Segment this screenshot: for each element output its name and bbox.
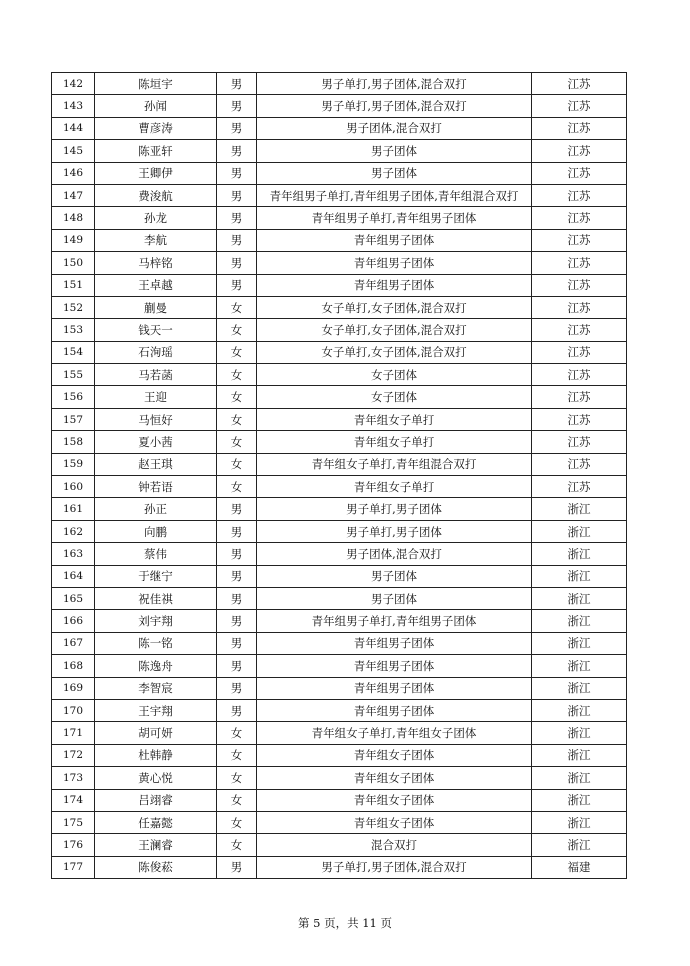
- cell-name: 任嘉懿: [95, 811, 217, 833]
- cell-gender: 女: [217, 364, 257, 386]
- cell-gender: 男: [217, 632, 257, 654]
- table-row: [52, 319, 627, 341]
- cell-events: 青年组男子团体: [257, 699, 532, 721]
- cell-region: 江苏: [532, 453, 627, 475]
- cell-region: 江苏: [532, 207, 627, 229]
- cell-region: 浙江: [532, 610, 627, 632]
- cell-gender: 女: [217, 431, 257, 453]
- cell-region: 浙江: [532, 632, 627, 654]
- cell-events: 女子单打,女子团体,混合双打: [257, 319, 532, 341]
- cell-gender: 男: [217, 162, 257, 184]
- cell-events: 青年组女子团体: [257, 789, 532, 811]
- cell-region: 江苏: [532, 117, 627, 139]
- cell-name: 王迎: [95, 386, 217, 408]
- table-row: [52, 722, 627, 744]
- table-row: [52, 229, 627, 251]
- cell-number: 153: [52, 319, 95, 341]
- cell-region: 江苏: [532, 184, 627, 206]
- cell-name: 钱天一: [95, 319, 217, 341]
- cell-region: 浙江: [532, 498, 627, 520]
- cell-name: 马若菡: [95, 364, 217, 386]
- cell-region: 浙江: [532, 565, 627, 587]
- cell-number: 155: [52, 364, 95, 386]
- cell-number: 156: [52, 386, 95, 408]
- cell-region: 江苏: [532, 431, 627, 453]
- cell-events: 青年组女子单打: [257, 431, 532, 453]
- table-row: [52, 341, 627, 363]
- table-row: [52, 610, 627, 632]
- page-number: 第 5 页，共 11 页: [297, 916, 393, 930]
- cell-events: 男子团体: [257, 565, 532, 587]
- cell-name: 马恒好: [95, 408, 217, 430]
- cell-region: 江苏: [532, 229, 627, 251]
- cell-region: 浙江: [532, 811, 627, 833]
- table-row: [52, 699, 627, 721]
- cell-number: 146: [52, 162, 95, 184]
- cell-number: 174: [52, 789, 95, 811]
- cell-events: 男子团体: [257, 140, 532, 162]
- table-row: [52, 73, 627, 95]
- table-row: [52, 117, 627, 139]
- cell-region: 江苏: [532, 408, 627, 430]
- cell-name: 费浚航: [95, 184, 217, 206]
- cell-gender: 男: [217, 184, 257, 206]
- cell-events: 青年组男子团体: [257, 252, 532, 274]
- cell-name: 王澜睿: [95, 834, 217, 856]
- cell-events: 男子团体,混合双打: [257, 117, 532, 139]
- table-row: [52, 520, 627, 542]
- cell-region: 浙江: [532, 677, 627, 699]
- cell-gender: 男: [217, 610, 257, 632]
- cell-number: 148: [52, 207, 95, 229]
- cell-number: 176: [52, 834, 95, 856]
- cell-gender: 男: [217, 565, 257, 587]
- cell-name: 钟若语: [95, 476, 217, 498]
- table-row: [52, 431, 627, 453]
- cell-number: 144: [52, 117, 95, 139]
- table-row: [52, 140, 627, 162]
- cell-events: 青年组男子单打,青年组男子团体: [257, 207, 532, 229]
- cell-region: 浙江: [532, 520, 627, 542]
- cell-number: 166: [52, 610, 95, 632]
- cell-events: 男子单打,男子团体: [257, 498, 532, 520]
- cell-events: 男子团体: [257, 587, 532, 609]
- cell-gender: 女: [217, 476, 257, 498]
- cell-name: 李智宸: [95, 677, 217, 699]
- cell-region: 江苏: [532, 162, 627, 184]
- cell-region: 浙江: [532, 722, 627, 744]
- cell-gender: 男: [217, 677, 257, 699]
- cell-name: 陈俊菘: [95, 856, 217, 878]
- cell-region: 浙江: [532, 587, 627, 609]
- table-row: [52, 565, 627, 587]
- cell-number: 150: [52, 252, 95, 274]
- cell-name: 于继宁: [95, 565, 217, 587]
- cell-region: 江苏: [532, 319, 627, 341]
- cell-number: 171: [52, 722, 95, 744]
- cell-gender: 男: [217, 655, 257, 677]
- table-row: [52, 767, 627, 789]
- cell-events: 青年组女子单打: [257, 476, 532, 498]
- table-row: [52, 587, 627, 609]
- cell-number: 168: [52, 655, 95, 677]
- table-row: [52, 453, 627, 475]
- cell-name: 陈垣宇: [95, 73, 217, 95]
- cell-region: 浙江: [532, 744, 627, 766]
- cell-events: 混合双打: [257, 834, 532, 856]
- cell-name: 孙闻: [95, 95, 217, 117]
- cell-number: 177: [52, 856, 95, 878]
- table-row: [52, 364, 627, 386]
- cell-number: 143: [52, 95, 95, 117]
- cell-number: 151: [52, 274, 95, 296]
- cell-gender: 女: [217, 319, 257, 341]
- cell-gender: 女: [217, 341, 257, 363]
- cell-region: 江苏: [532, 140, 627, 162]
- cell-name: 陈亚轩: [95, 140, 217, 162]
- cell-region: 浙江: [532, 655, 627, 677]
- cell-number: 147: [52, 184, 95, 206]
- table-row: [52, 677, 627, 699]
- table-row: [52, 856, 627, 878]
- cell-events: 女子单打,女子团体,混合双打: [257, 296, 532, 318]
- cell-events: 青年组女子单打,青年组女子团体: [257, 722, 532, 744]
- cell-region: 江苏: [532, 476, 627, 498]
- cell-gender: 女: [217, 744, 257, 766]
- cell-number: 164: [52, 565, 95, 587]
- table-row: [52, 274, 627, 296]
- cell-gender: 女: [217, 386, 257, 408]
- cell-number: 162: [52, 520, 95, 542]
- cell-name: 胡可妍: [95, 722, 217, 744]
- cell-name: 王宇翔: [95, 699, 217, 721]
- cell-name: 吕翊睿: [95, 789, 217, 811]
- cell-events: 青年组男子团体: [257, 677, 532, 699]
- cell-events: 女子团体: [257, 364, 532, 386]
- cell-number: 152: [52, 296, 95, 318]
- cell-gender: 女: [217, 789, 257, 811]
- cell-events: 女子单打,女子团体,混合双打: [257, 341, 532, 363]
- cell-name: 曹彦涛: [95, 117, 217, 139]
- cell-name: 孙正: [95, 498, 217, 520]
- cell-region: 江苏: [532, 252, 627, 274]
- cell-events: 青年组女子单打,青年组混合双打: [257, 453, 532, 475]
- cell-name: 黄心悦: [95, 767, 217, 789]
- cell-gender: 男: [217, 699, 257, 721]
- table-row: [52, 95, 627, 117]
- cell-events: 青年组女子单打: [257, 408, 532, 430]
- cell-gender: 女: [217, 453, 257, 475]
- cell-gender: 女: [217, 722, 257, 744]
- cell-gender: 男: [217, 252, 257, 274]
- cell-gender: 男: [217, 117, 257, 139]
- cell-number: 170: [52, 699, 95, 721]
- cell-number: 161: [52, 498, 95, 520]
- cell-region: 江苏: [532, 341, 627, 363]
- cell-name: 陈一铭: [95, 632, 217, 654]
- cell-events: 男子团体,混合双打: [257, 543, 532, 565]
- cell-events: 青年组男子单打,青年组男子团体,青年组混合双打: [257, 184, 532, 206]
- cell-events: 青年组男子团体: [257, 274, 532, 296]
- cell-gender: 男: [217, 543, 257, 565]
- cell-name: 陈逸舟: [95, 655, 217, 677]
- watermark-text: 腾讯体育＠腾讯体育综合资讯: [18, 934, 227, 952]
- cell-region: 浙江: [532, 767, 627, 789]
- athlete-table: [51, 72, 627, 879]
- table-row: [52, 386, 627, 408]
- cell-name: 孙龙: [95, 207, 217, 229]
- athlete-table-body: [52, 73, 627, 879]
- cell-gender: 男: [217, 229, 257, 251]
- table-row: [52, 296, 627, 318]
- table-row: [52, 162, 627, 184]
- cell-number: 142: [52, 73, 95, 95]
- cell-number: 160: [52, 476, 95, 498]
- cell-name: 赵王琪: [95, 453, 217, 475]
- cell-gender: 男: [217, 207, 257, 229]
- cell-gender: 男: [217, 73, 257, 95]
- cell-gender: 男: [217, 587, 257, 609]
- cell-region: 江苏: [532, 364, 627, 386]
- cell-events: 青年组男子团体: [257, 632, 532, 654]
- cell-gender: 女: [217, 834, 257, 856]
- cell-gender: 男: [217, 856, 257, 878]
- cell-gender: 男: [217, 274, 257, 296]
- cell-name: 王卓越: [95, 274, 217, 296]
- cell-number: 167: [52, 632, 95, 654]
- cell-region: 浙江: [532, 834, 627, 856]
- cell-name: 蒯曼: [95, 296, 217, 318]
- cell-gender: 男: [217, 95, 257, 117]
- cell-number: 165: [52, 587, 95, 609]
- cell-events: 青年组女子团体: [257, 767, 532, 789]
- cell-events: 青年组男子单打,青年组男子团体: [257, 610, 532, 632]
- table-row: [52, 744, 627, 766]
- cell-name: 刘宇翔: [95, 610, 217, 632]
- cell-name: 祝佳祺: [95, 587, 217, 609]
- table-row: [52, 184, 627, 206]
- cell-gender: 女: [217, 408, 257, 430]
- cell-number: 149: [52, 229, 95, 251]
- cell-region: 江苏: [532, 73, 627, 95]
- cell-events: 男子团体: [257, 162, 532, 184]
- table-row: [52, 834, 627, 856]
- cell-gender: 男: [217, 520, 257, 542]
- cell-events: 女子团体: [257, 386, 532, 408]
- cell-region: 江苏: [532, 296, 627, 318]
- cell-number: 159: [52, 453, 95, 475]
- cell-region: 浙江: [532, 543, 627, 565]
- table-row: [52, 207, 627, 229]
- table-row: [52, 498, 627, 520]
- cell-number: 163: [52, 543, 95, 565]
- table-row: [52, 655, 627, 677]
- cell-number: 173: [52, 767, 95, 789]
- cell-region: 浙江: [532, 699, 627, 721]
- cell-events: 青年组女子团体: [257, 744, 532, 766]
- cell-number: 169: [52, 677, 95, 699]
- cell-events: 青年组男子团体: [257, 655, 532, 677]
- cell-gender: 女: [217, 296, 257, 318]
- cell-gender: 女: [217, 811, 257, 833]
- cell-number: 172: [52, 744, 95, 766]
- cell-name: 李航: [95, 229, 217, 251]
- cell-number: 158: [52, 431, 95, 453]
- cell-events: 青年组男子团体: [257, 229, 532, 251]
- table-row: [52, 789, 627, 811]
- cell-region: 江苏: [532, 274, 627, 296]
- table-row: [52, 252, 627, 274]
- cell-events: 男子单打,男子团体,混合双打: [257, 95, 532, 117]
- cell-events: 男子单打,男子团体: [257, 520, 532, 542]
- cell-events: 男子单打,男子团体,混合双打: [257, 856, 532, 878]
- cell-name: 蔡伟: [95, 543, 217, 565]
- cell-events: 青年组女子团体: [257, 811, 532, 833]
- cell-number: 175: [52, 811, 95, 833]
- cell-name: 马梓铭: [95, 252, 217, 274]
- cell-number: 154: [52, 341, 95, 363]
- cell-gender: 女: [217, 767, 257, 789]
- cell-region: 江苏: [532, 95, 627, 117]
- cell-name: 王卿伊: [95, 162, 217, 184]
- table-row: [52, 632, 627, 654]
- table-row: [52, 476, 627, 498]
- cell-region: 江苏: [532, 386, 627, 408]
- cell-name: 夏小茜: [95, 431, 217, 453]
- cell-number: 145: [52, 140, 95, 162]
- cell-name: 杜韩静: [95, 744, 217, 766]
- cell-gender: 男: [217, 498, 257, 520]
- table-row: [52, 811, 627, 833]
- cell-region: 福建: [532, 856, 627, 878]
- table-row: [52, 543, 627, 565]
- cell-number: 157: [52, 408, 95, 430]
- cell-name: 向鹏: [95, 520, 217, 542]
- table-row: [52, 408, 627, 430]
- cell-gender: 男: [217, 140, 257, 162]
- cell-name: 石洵瑶: [95, 341, 217, 363]
- cell-events: 男子单打,男子团体,混合双打: [257, 73, 532, 95]
- cell-region: 浙江: [532, 789, 627, 811]
